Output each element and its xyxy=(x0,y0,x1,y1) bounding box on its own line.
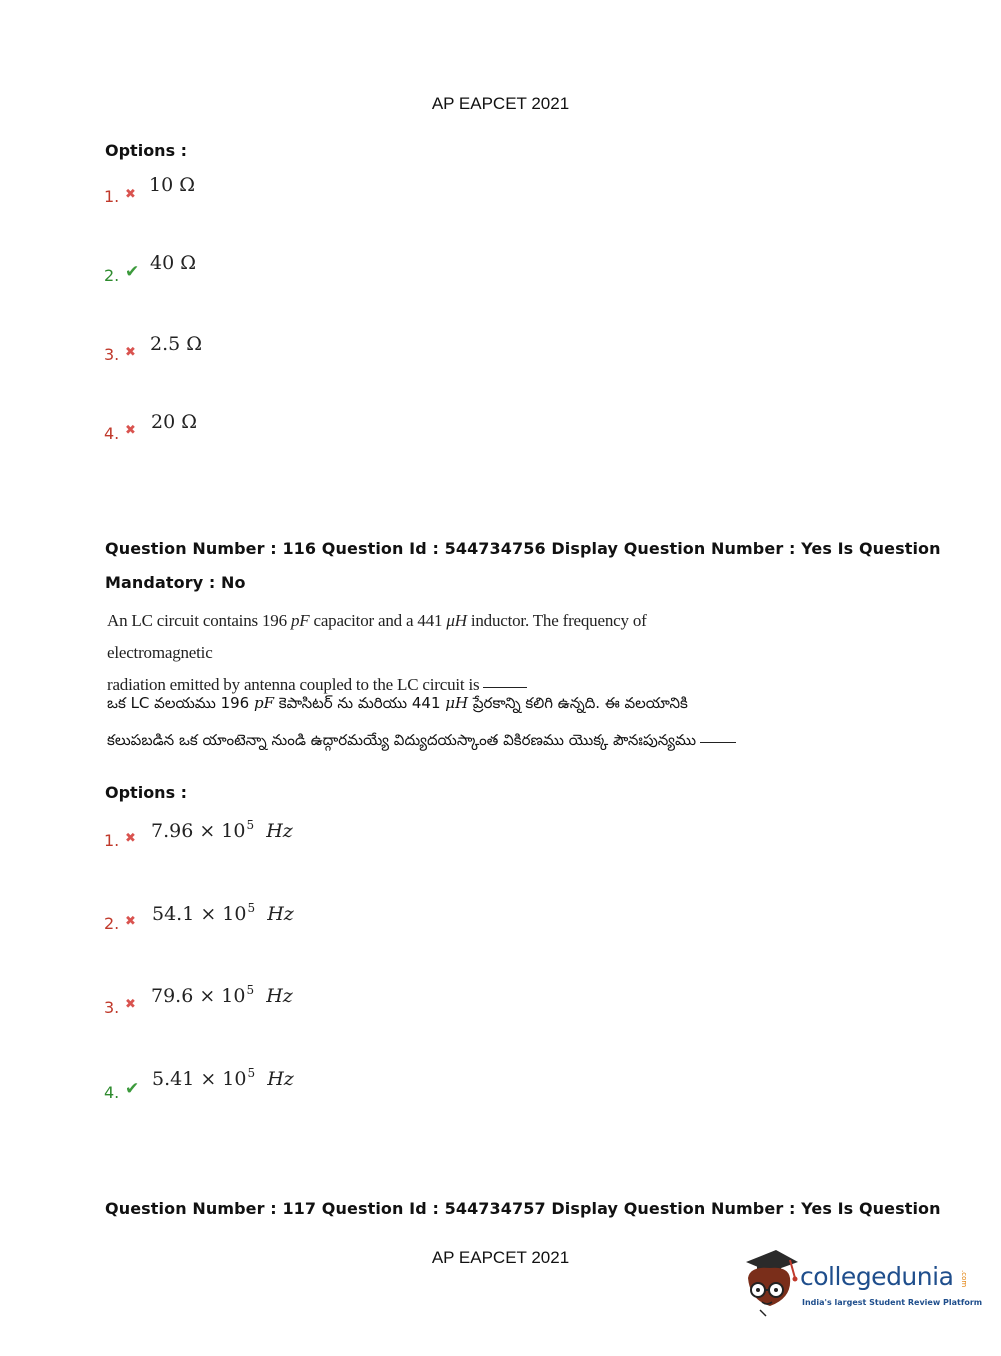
option-number: 1. xyxy=(104,831,120,850)
question-text-telugu: ఒక LC వలయము 196 pF కెపాసిటర్ ను మరియు 441 μH ప్రేరకాన్ని కలిగి ఉన్నది. ఈ వలయానికి కలుపబడిన ఒక యాంటెన్నా నుండి ఉద్గారమయ్యే విద్యుదయస్కాంత వికిరణము యొక్క పౌనఃపున్యము xyxy=(107,685,747,759)
options-label: Options : xyxy=(105,783,188,802)
page-footer: AP EAPCET 2021 xyxy=(431,1248,570,1267)
cross-icon: ✖ xyxy=(125,423,136,438)
check-icon: ✔ xyxy=(125,262,140,282)
option-value: $5.41 \times 10^5$ Hz xyxy=(152,1066,294,1090)
option-number: 4. xyxy=(104,1083,120,1102)
collegedunia-logo xyxy=(740,1248,983,1318)
option-value: 2.5 Ω xyxy=(150,333,203,355)
question-meta: Question Number : 116 Question Id : 544734756 Display Question Number : Yes Is Question xyxy=(105,539,941,558)
option-number: 3. xyxy=(104,998,120,1017)
option-number: 2. xyxy=(104,914,120,933)
cross-icon: ✖ xyxy=(125,914,136,929)
question-text-english: An LC circuit contains 196 pF capacitor and a 441 μH inductor. The frequency of electromagnetic radiation emitted by antenna coupled to the LC circuit is xyxy=(107,611,647,694)
page-header: AP EAPCET 2021 xyxy=(431,94,570,113)
logo-tagline: India's largest Student Review Platform xyxy=(802,1298,983,1307)
option-number: 1. xyxy=(104,187,120,206)
option-value: $79.6 \times 10^5$ Hz xyxy=(151,983,293,1007)
cross-icon: ✖ xyxy=(125,831,136,846)
cross-icon: ✖ xyxy=(125,997,136,1012)
option-number: 2. xyxy=(104,266,120,285)
logo-dotcom: .com xyxy=(960,1270,968,1288)
question-mandatory: Mandatory : No xyxy=(105,573,246,592)
option-value: 40 Ω xyxy=(150,252,196,274)
mascot-icon xyxy=(740,1248,802,1318)
option-value: $7.96 \times 10^5$ Hz xyxy=(151,818,293,842)
check-icon: ✔ xyxy=(125,1079,140,1099)
cross-icon: ✖ xyxy=(125,187,136,202)
option-number: 4. xyxy=(104,424,120,443)
option-value: $54.1 \times 10^5$ Hz xyxy=(152,901,294,925)
question-meta: Question Number : 117 Question Id : 544734757 Display Question Number : Yes Is Question xyxy=(105,1199,941,1218)
option-value: 10 Ω xyxy=(149,174,195,196)
option-number: 3. xyxy=(104,345,120,364)
logo-wordmark: collegedunia xyxy=(800,1262,954,1291)
cross-icon: ✖ xyxy=(125,345,136,360)
answer-blank xyxy=(700,741,736,743)
option-value: 20 Ω xyxy=(151,411,197,433)
options-label: Options : xyxy=(105,141,188,160)
